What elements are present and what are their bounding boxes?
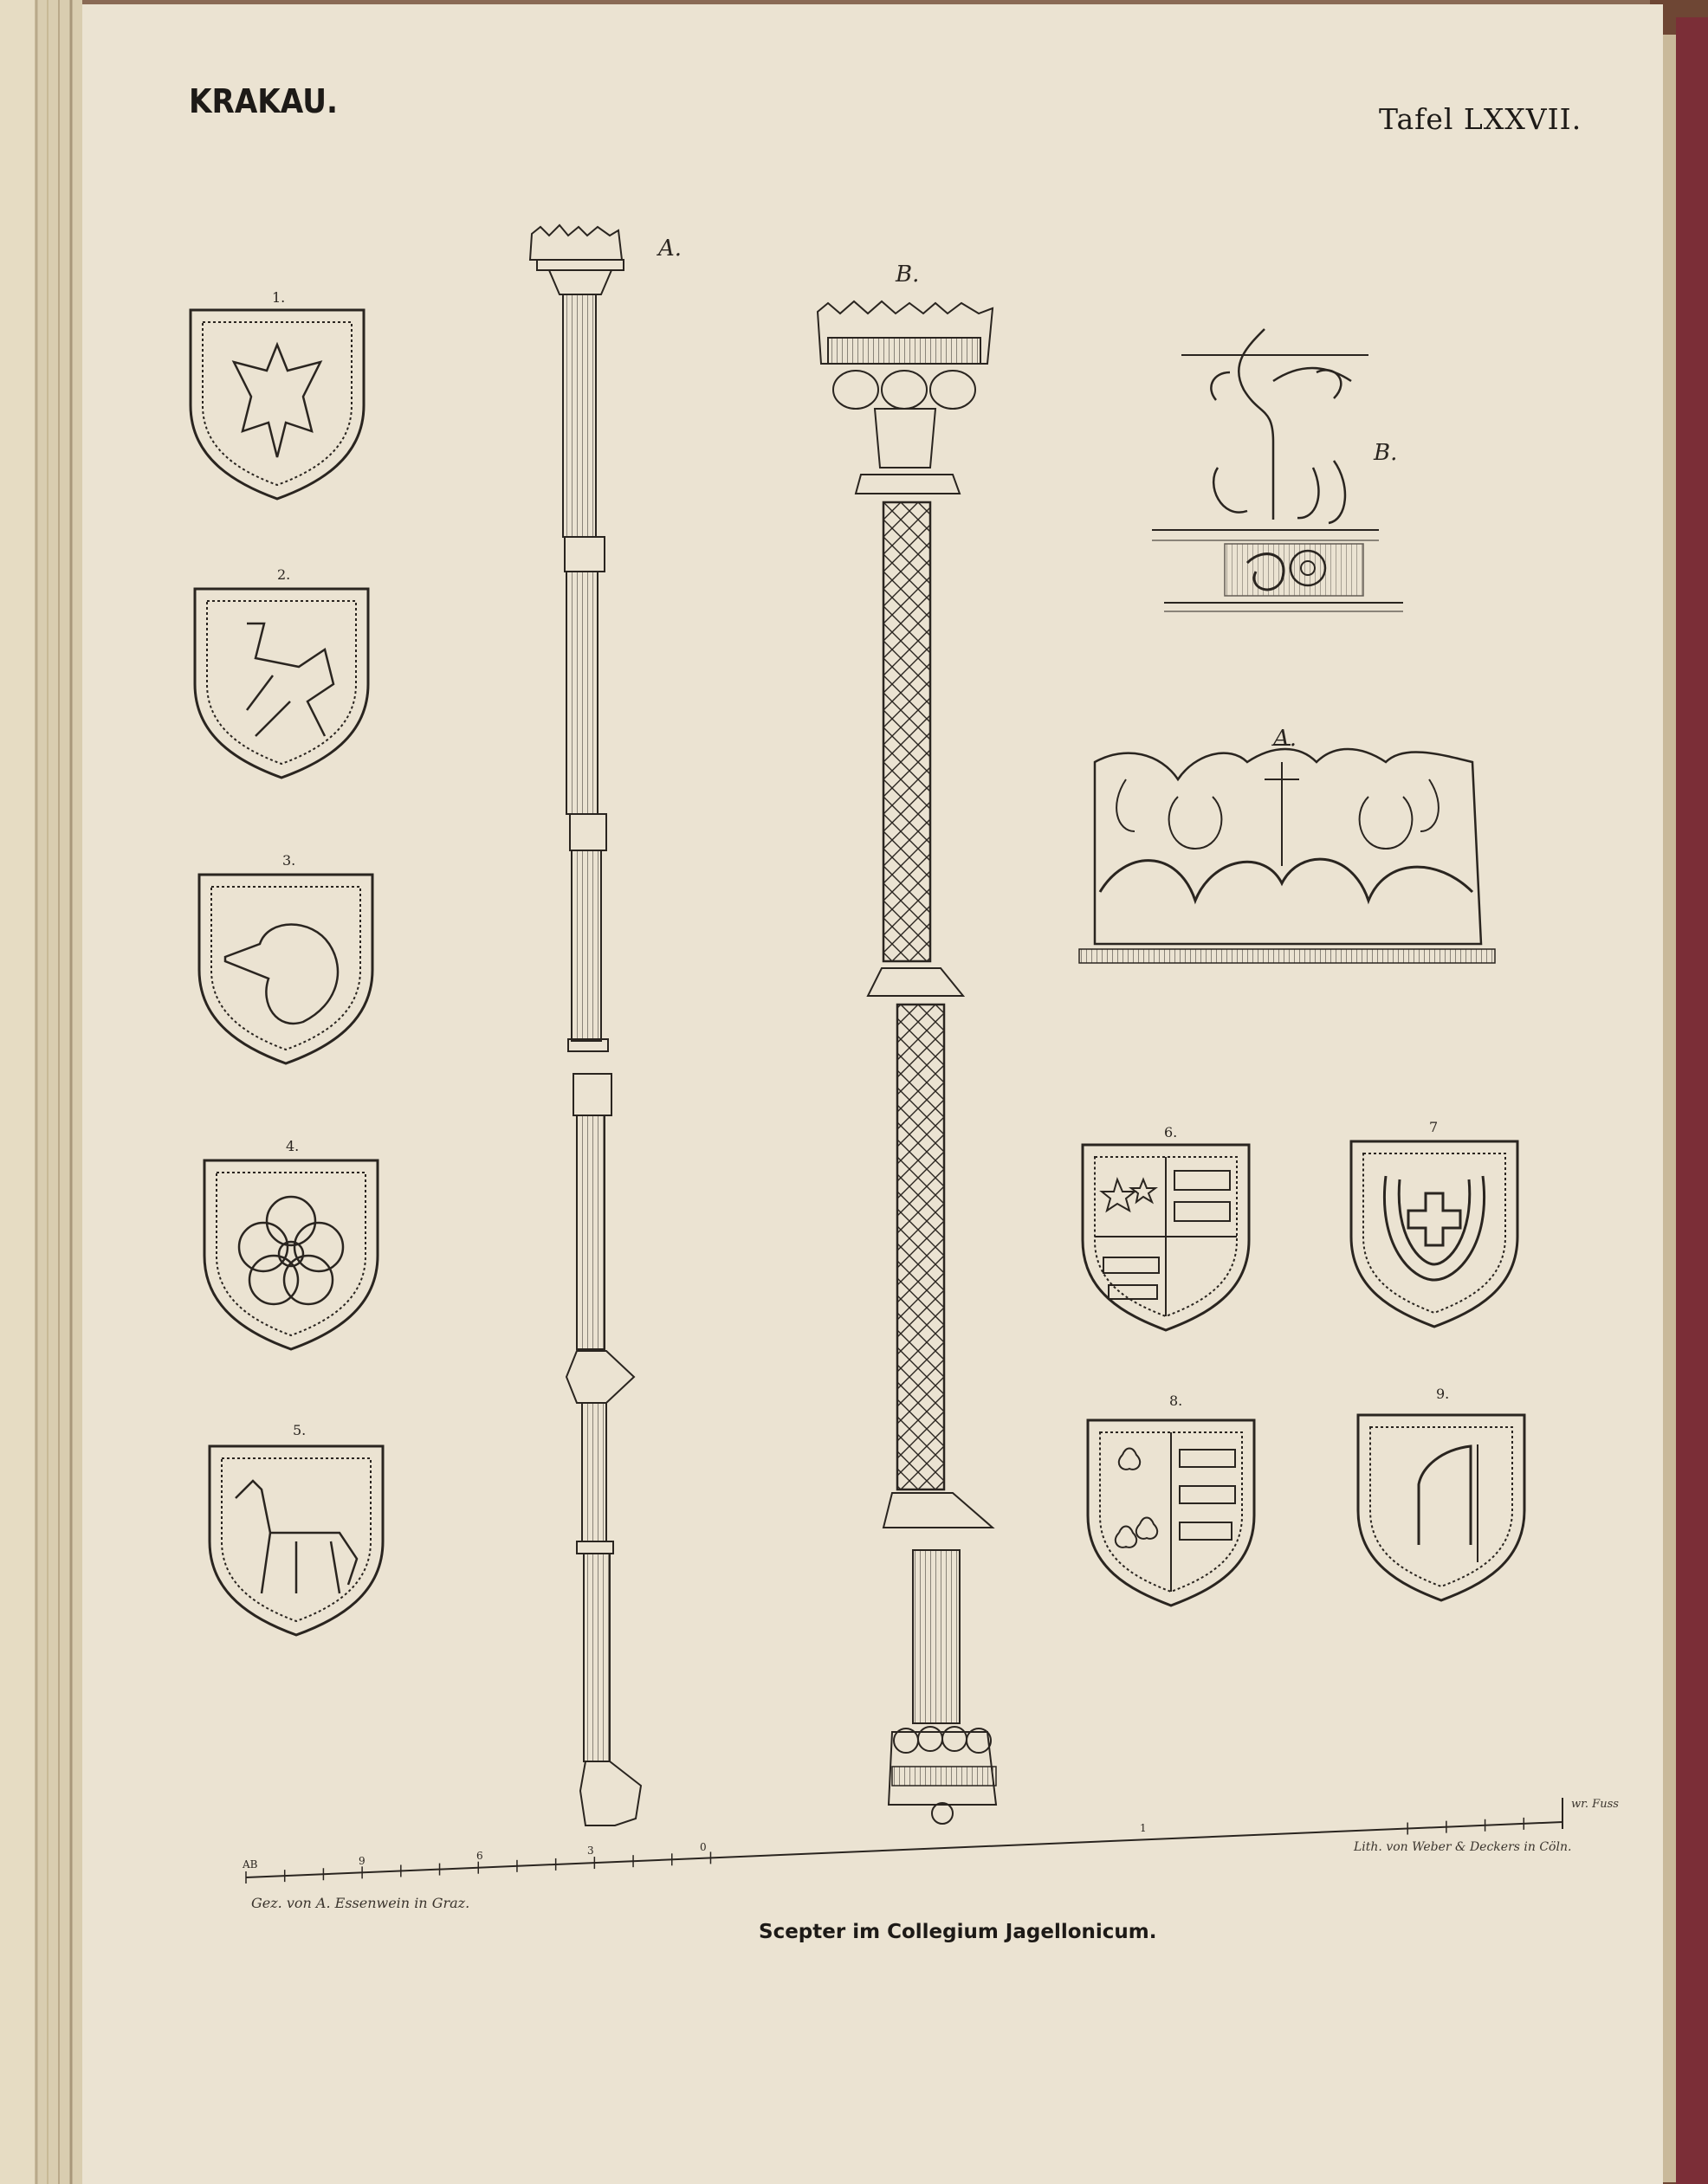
scale-tick-ab: AB [243,1858,258,1871]
sceptre-a-label: A. [658,236,683,262]
shield-2 [195,589,368,778]
shield-1 [191,310,364,499]
plate-city-title: KRAKAU. [189,82,338,120]
scale-tick-6: 6 [476,1850,483,1862]
scale-tick-3: 3 [587,1845,594,1857]
detail-b-label: B. [1374,440,1398,466]
shield-3-number: 3. [282,852,296,869]
scale-tick-9: 9 [359,1855,366,1867]
shield-4-number: 4. [286,1138,300,1154]
shield-9 [1358,1415,1524,1600]
shields [191,310,1524,1635]
shield-5-number: 5. [293,1422,307,1438]
lithographer-credit: Lith. von Weber & Deckers in Cöln. [1354,1840,1572,1854]
scale-tick-1: 1 [1140,1822,1147,1834]
draftsman-credit: Gez. von A. Essenwein in Graz. [251,1895,470,1911]
detail-a-label: A. [1273,726,1297,752]
scale-unit: wr. Fuss [1571,1798,1619,1811]
detail-a-frieze [1079,745,1495,963]
shield-3 [199,875,372,1063]
shield-8 [1088,1420,1254,1606]
shield-9-number: 9. [1436,1386,1450,1402]
shield-7-number: 7 [1429,1119,1439,1135]
sceptre-b [818,301,996,1824]
shield-1-number: 1. [272,289,286,306]
scale-tick-0: 0 [700,1841,707,1853]
sceptre-a [530,225,641,1825]
shield-2-number: 2. [277,566,291,583]
shield-7 [1351,1141,1517,1327]
shield-5 [210,1446,383,1635]
shield-6 [1083,1145,1249,1330]
detail-b-ornament [1152,329,1403,611]
plate-caption: Scepter im Collegium Jagellonicum. [759,1921,1157,1943]
scale-bar [246,1798,1562,1877]
shield-4 [204,1160,378,1349]
shield-8-number: 8. [1169,1392,1183,1409]
shield-6-number: 6. [1164,1124,1178,1140]
plate-number: Tafel LXXVII. [1379,102,1582,136]
sceptre-b-label: B. [896,262,920,288]
